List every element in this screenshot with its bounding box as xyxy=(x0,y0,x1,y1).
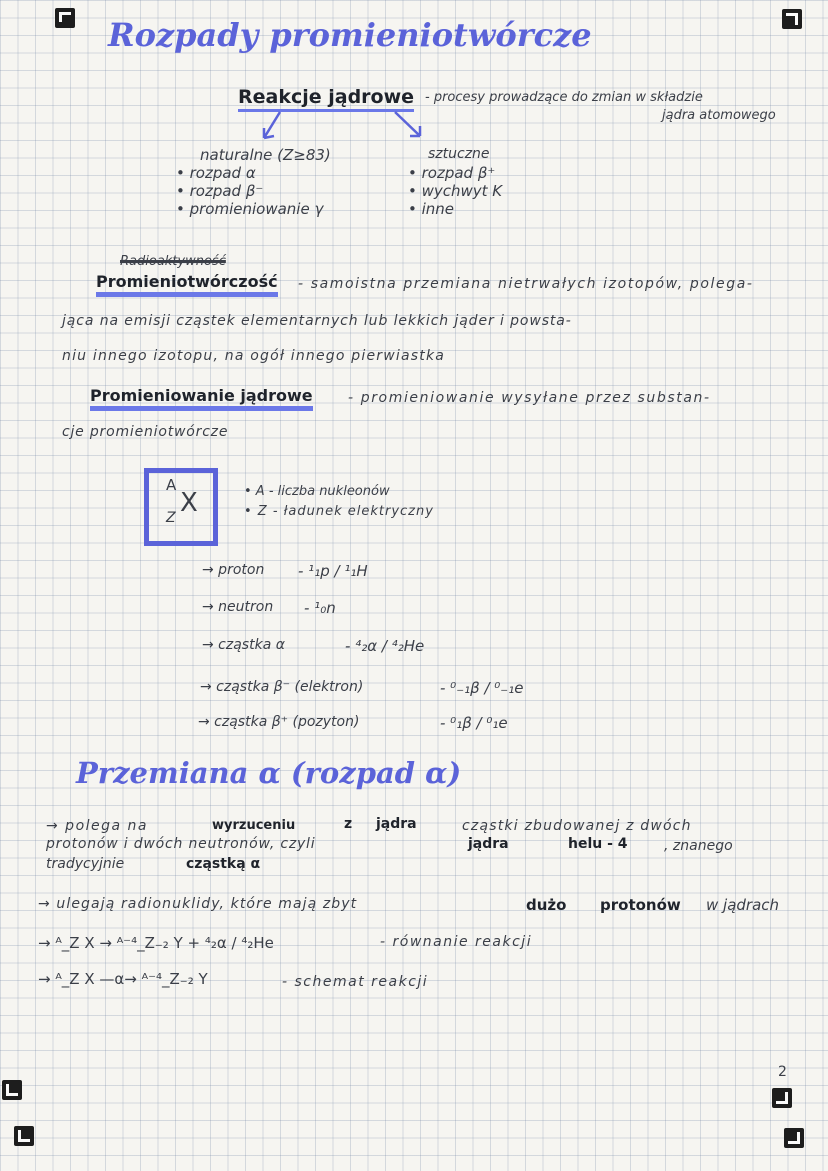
corner-marker-bottom-left-2-icon xyxy=(14,1126,34,1146)
radioactivity-term: Promieniotwórczość xyxy=(96,272,278,297)
reactions-heading: Reakcje jądrowe xyxy=(238,86,414,112)
alpha-scheme-label: - schemat reakcji xyxy=(282,974,429,990)
corner-marker-top-left-icon xyxy=(55,8,75,28)
alpha-p1-line2-a: protonów i dwóch neutronów, czyli xyxy=(46,836,316,852)
notation-legend-2: • Z - ładunek elektryczny xyxy=(244,504,434,519)
alpha-p1-line2-c: helu - 4 xyxy=(568,836,628,852)
notation-mass: A xyxy=(166,476,177,494)
artificial-item-3: • inne xyxy=(408,200,455,218)
particle-notation-proton: - ¹₁p / ¹₁H xyxy=(298,562,368,580)
particle-notation-alpha: - ⁴₂α / ⁴₂He xyxy=(345,637,425,655)
notation-symbol: X xyxy=(180,488,198,518)
radioactivity-line1: - samoistna przemiana nietrwałych izotopów, polega- xyxy=(298,276,754,292)
nuclear-radiation-term: Promieniowanie jądrowe xyxy=(90,386,313,411)
natural-item-1: • rozpad α xyxy=(176,164,256,182)
page-title: Rozpady promieniotwórcze xyxy=(108,16,592,54)
alpha-p1-line1-e: cząstki zbudowanej z dwóch xyxy=(462,818,692,834)
branch-arrows-icon xyxy=(250,108,450,148)
alpha-p1-line1-d: jądra xyxy=(376,816,417,832)
artificial-label: sztuczne xyxy=(428,146,490,162)
alpha-p2-c: protonów xyxy=(600,896,681,914)
alpha-p1-line1-c: z xyxy=(344,816,353,832)
alpha-equation-label: - równanie reakcji xyxy=(380,934,533,950)
alpha-p1-line3-a: tradycyjnie xyxy=(46,856,125,872)
radioactivity-line3: niu innego izotopu, na ogół innego pierwiastka xyxy=(62,348,446,364)
corner-marker-top-right-icon xyxy=(782,9,802,29)
reactions-definition-line2: jądra atomowego xyxy=(662,108,776,123)
alpha-p1-line2-d: , znanego xyxy=(664,838,733,854)
particle-notation-beta-plus: - ⁰₁β / ⁰₁e xyxy=(440,714,508,732)
radioactivity-line2: jąca na emisji cząstek elementarnych lub lekkich jąder i powsta- xyxy=(62,313,572,329)
particle-name-beta-minus: → cząstka β⁻ (elektron) xyxy=(200,679,364,695)
particle-name-beta-plus: → cząstka β⁺ (pozyton) xyxy=(198,714,360,730)
particle-notation-neutron: - ¹₀n xyxy=(304,599,336,617)
alpha-p2-b: dużo xyxy=(526,896,567,914)
alpha-p2-d: w jądrach xyxy=(706,896,780,914)
alpha-p1-line3-b: cząstką α xyxy=(186,856,261,872)
alpha-equation: → ᴬ_Z X → ᴬ⁻⁴_Z₋₂ Y + ⁴₂α / ⁴₂He xyxy=(38,934,274,952)
artificial-item-2: • wychwyt K xyxy=(408,182,503,200)
notation-atomic: Z xyxy=(166,510,176,526)
particle-name-neutron: → neutron xyxy=(202,599,274,615)
crossed-word: Radioaktywność xyxy=(120,254,226,269)
alpha-heading: Przemiana α (rozpad α) xyxy=(76,756,462,790)
nuclear-radiation-line1: - promieniowanie wysyłane przez substan- xyxy=(348,390,711,406)
corner-marker-bottom-left-icon xyxy=(2,1080,22,1100)
particle-name-proton: → proton xyxy=(202,562,265,578)
reactions-definition-line1: - procesy prowadzące do zmian w składzie xyxy=(425,90,703,105)
corner-marker-bottom-right-2-icon xyxy=(784,1128,804,1148)
particle-notation-beta-minus: - ⁰₋₁β / ⁰₋₁e xyxy=(440,679,524,697)
natural-label: naturalne (Z≥83) xyxy=(200,146,331,164)
alpha-scheme: → ᴬ_Z X —α→ ᴬ⁻⁴_Z₋₂ Y xyxy=(38,970,208,988)
page-number: 2 xyxy=(778,1064,787,1080)
alpha-p1-line1-b: wyrzuceniu xyxy=(212,818,296,833)
artificial-item-1: • rozpad β⁺ xyxy=(408,164,496,182)
alpha-p1-line2-b: jądra xyxy=(468,836,509,852)
alpha-p2-a: → ulegają radionuklidy, które mają zbyt xyxy=(38,896,358,912)
natural-item-3: • promieniowanie γ xyxy=(176,200,324,218)
notation-legend-1: • A - liczba nukleonów xyxy=(244,484,390,499)
particle-name-alpha: → cząstka α xyxy=(202,637,285,653)
nuclear-radiation-line2: cje promieniotwórcze xyxy=(62,424,229,440)
corner-marker-bottom-right-icon xyxy=(772,1088,792,1108)
alpha-p1-line1-a: → polega na xyxy=(46,818,149,834)
natural-item-2: • rozpad β⁻ xyxy=(176,182,264,200)
